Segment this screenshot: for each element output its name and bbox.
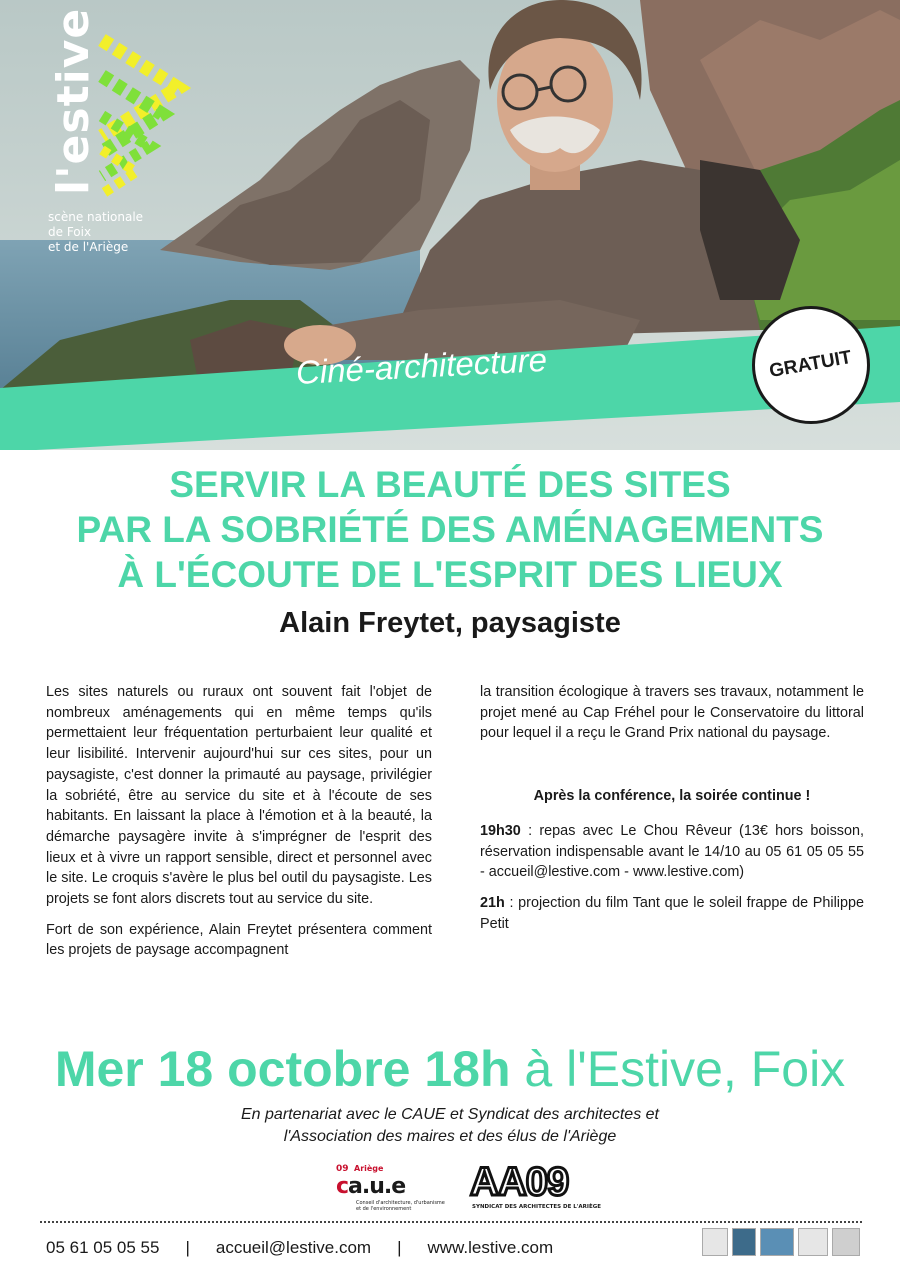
event-location: à l'Estive, Foix bbox=[510, 1041, 846, 1097]
footer-separator: | bbox=[397, 1238, 402, 1257]
aa09-name: AA09 bbox=[470, 1160, 569, 1204]
body-paragraph: Les sites naturels ou ruraux ont souvent fait l'objet de nombreux aménagements qui en même temps qu'ils permettaient leur fréquentation perturbaient leur qualité et leur lisibilité. Intervenir aujourd'hui sur ces sites, pour un paysagiste, c'est donner la primauté au paysage, privilégier la sobriété, être au service du site et à l'écoute de ses habitants. En laissant la place à l'émotion et à la beauté, la démarche paysagère invite à s'imprégner de l'esprit des lieux et à vivre un rapport sensible, direct et personnel avec le site. Le croquis s'avère le plus bel outil du paysagiste. Les projets se font alors discrets tout au service du site. bbox=[46, 684, 432, 908]
logo-subtitle-line: scène nationale bbox=[48, 210, 144, 224]
speaker-name: Alain Freytet, paysagiste bbox=[279, 607, 621, 639]
program-time: 21h bbox=[480, 894, 505, 911]
caue-logo bbox=[336, 1164, 446, 1216]
program-text: : projection du film Tant que le soleil frappe de Philippe Petit bbox=[480, 894, 864, 932]
logo-wordmark bbox=[38, 7, 99, 200]
aa09-description: SYNDICAT DES ARCHITECTES DE L'ARIÈGE bbox=[472, 1204, 601, 1210]
footer-phone: 05 61 05 05 55 bbox=[46, 1238, 160, 1257]
program-item bbox=[480, 821, 864, 883]
partnership-text bbox=[0, 1104, 900, 1148]
caue-region: Ariège bbox=[354, 1164, 384, 1173]
free-badge-label: GRATUIT bbox=[768, 346, 854, 383]
partnership-line: l'Association des maires et des élus de l'Ariège bbox=[283, 1128, 617, 1145]
footer-website[interactable]: www.lestive.com bbox=[427, 1238, 554, 1257]
sponsor-logo-region bbox=[732, 1228, 756, 1256]
logo-subtitle bbox=[48, 210, 143, 255]
body-column-right bbox=[480, 682, 864, 944]
title-line: PAR LA SOBRIÉTÉ DES AMÉNAGEMENTS bbox=[76, 509, 824, 550]
event-date-main: Mer 18 octobre 18h bbox=[54, 1041, 511, 1097]
program-time: 19h30 bbox=[480, 822, 521, 839]
footer-divider bbox=[40, 1221, 862, 1223]
footer-separator: | bbox=[185, 1238, 190, 1257]
footer-email[interactable]: accueil@lestive.com bbox=[215, 1238, 372, 1257]
hero-photo bbox=[0, 0, 900, 450]
footer-contact bbox=[46, 1238, 553, 1258]
sponsor-logo-prefecture bbox=[702, 1228, 728, 1256]
logo-subtitle-line: de Foix bbox=[48, 225, 92, 239]
event-title bbox=[0, 462, 900, 597]
caue-letter: c bbox=[336, 1174, 349, 1199]
sponsor-logo-foix-varilhes bbox=[798, 1228, 828, 1256]
event-date bbox=[0, 1040, 900, 1098]
evening-heading: Après la conférence, la soirée continue ! bbox=[533, 788, 811, 805]
program-item bbox=[480, 893, 864, 934]
caue-description: Conseil d'architecture, d'urbanisme et de l'environnement bbox=[356, 1200, 445, 1212]
body-paragraph: la transition écologique à travers ses travaux, notamment le projet mené au Cap Fréhel pour le Conservatoire du littoral pour lequel il a reçu le Grand Prix national du paysage. bbox=[480, 684, 864, 742]
body-column-left bbox=[46, 682, 432, 971]
caue-number: 09 bbox=[336, 1164, 349, 1174]
category-label: Ciné-architecture bbox=[295, 340, 548, 391]
title-line: À L'ÉCOUTE DE L'ESPRIT DES LIEUX bbox=[117, 554, 783, 595]
aa09-logo bbox=[470, 1160, 601, 1216]
sponsor-logo-ariege bbox=[760, 1228, 794, 1256]
body-paragraph: Fort de son expérience, Alain Freytet présentera comment les projets de paysage accompagnent bbox=[46, 921, 432, 959]
sponsor-logos bbox=[702, 1228, 862, 1258]
free-badge bbox=[752, 306, 870, 424]
sponsor-logo-foix bbox=[832, 1228, 860, 1256]
caue-name bbox=[336, 1174, 405, 1199]
logo-name: l'estive bbox=[48, 7, 99, 195]
caue-letters: a.u.e bbox=[348, 1174, 406, 1199]
logo-subtitle-line: et de l'Ariège bbox=[48, 240, 129, 254]
partnership-line: En partenariat avec le CAUE et Syndicat des architectes et bbox=[241, 1106, 659, 1123]
title-line: SERVIR LA BEAUTÉ DES SITES bbox=[169, 464, 731, 505]
program-text: : repas avec Le Chou Rêveur (13€ hors boisson, réservation indispensable avant le 14/10 au 05 61 05 05 55 - accueil@lestive.com - www.lestive.com) bbox=[480, 822, 864, 881]
